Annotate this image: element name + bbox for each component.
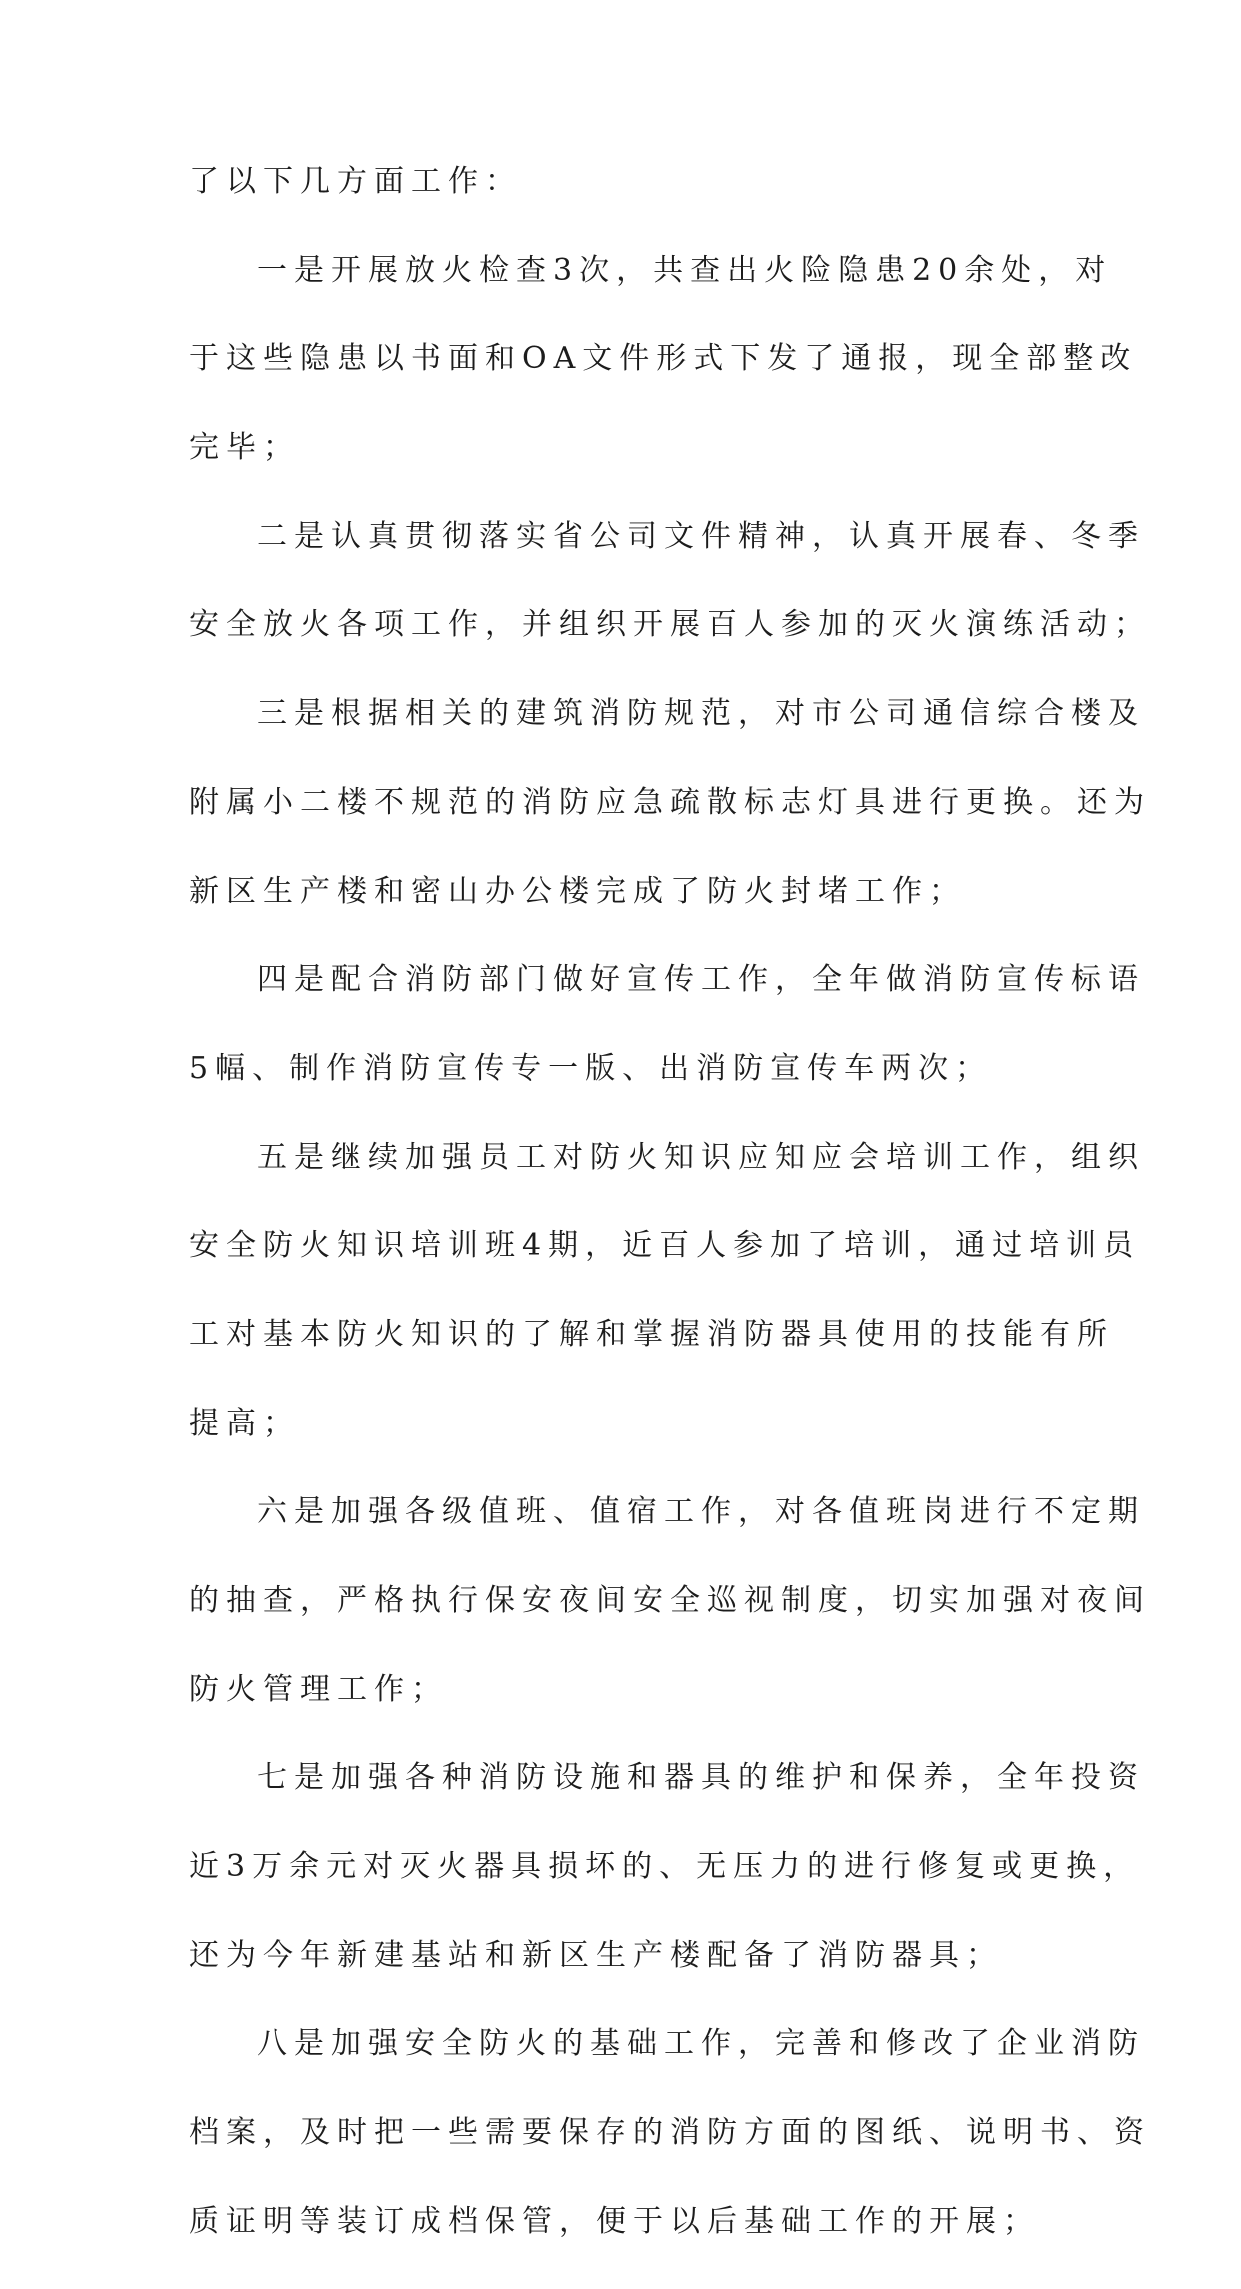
text-line: 防火管理工作；: [189, 1671, 448, 1707]
text-line: 的抽查，严格执行保安夜间安全巡视制度，切实加强对夜间: [189, 1583, 1151, 1618]
text-line: 三是根据相关的建筑消防规范，对市公司通信综合楼及: [257, 696, 1145, 732]
text-line: 5幅、制作消防宣传专一版、出消防宣传车两次；: [189, 1050, 993, 1086]
text-line: 二是认真贯彻落实省公司文件精神，认真开展春、冬季: [257, 518, 1145, 554]
text-line: 安全放火各项工作，并组织开展百人参加的灭火演练活动；: [189, 607, 1151, 643]
text-line: 四是配合消防部门做好宣传工作，全年做消防宣传标语: [257, 962, 1145, 998]
text-line: 于这些隐患以书面和OA文件形式下发了通报，现全部整改: [189, 341, 1138, 377]
text-line: 还为今年新建基站和新区生产楼配备了消防器具；: [189, 1937, 1003, 1973]
text-line: 附属小二楼不规范的消防应急疏散标志灯具进行更换。还为: [189, 784, 1151, 820]
text-line: 档案，及时把一些需要保存的消防方面的图纸、说明书、资: [189, 2115, 1151, 2151]
text-line: 五是继续加强员工对防火知识应知应会培训工作，组织: [257, 1139, 1145, 1175]
text-line: 六是加强各级值班、值宿工作，对各值班岗进行不定期: [257, 1494, 1145, 1530]
text-line: 八是加强安全防火的基础工作，完善和修改了企业消防: [257, 2026, 1145, 2062]
text-line: 七是加强各种消防设施和器具的维护和保养，全年投资: [257, 1760, 1145, 1796]
text-line: 完毕；: [189, 430, 300, 466]
text-line: 工对基本防火知识的了解和掌握消防器具使用的技能有所: [189, 1316, 1114, 1352]
text-line: 质证明等装订成档保管，便于以后基础工作的开展；: [189, 2203, 1040, 2239]
text-line: 安全防火知识培训班4期，近百人参加了培训，通过培训员: [189, 1228, 1141, 1264]
text-line: 了以下几方面工作：: [189, 164, 522, 199]
text-line: 一是开展放火检查3次，共查出火险隐患20余处，对: [257, 252, 1113, 288]
document-body: [189, 160, 1151, 2289]
text-line: 提高；: [189, 1405, 300, 1441]
text-line: 近3万余元对灭火器具损坏的、无压力的进行修复或更换，: [189, 1849, 1141, 1885]
text-line: 新区生产楼和密山办公楼完成了防火封堵工作；: [189, 873, 966, 909]
